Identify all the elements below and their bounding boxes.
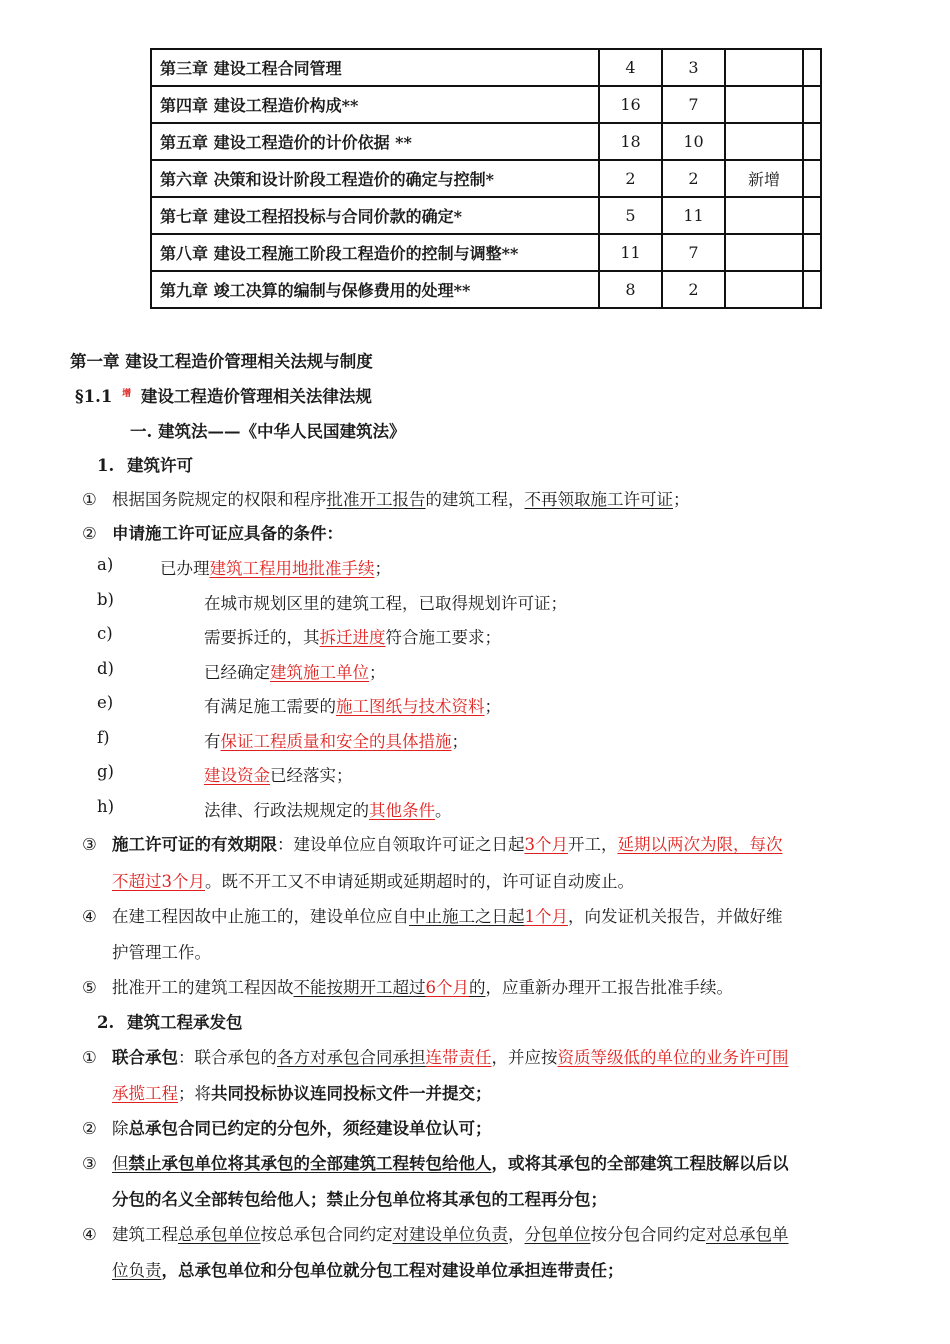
bold-text: ，总承包单位和分包单位就分包工程对建设单位承担连带责任；	[161, 1261, 624, 1280]
bullet: ②	[82, 524, 97, 543]
chapter-title-cell: 第九章 竣工决算的编制与保修费用的处理**	[151, 271, 599, 308]
condition-label: a)	[97, 555, 114, 574]
empty-cell	[803, 160, 821, 197]
table-row	[151, 123, 821, 160]
text: 需要拆迁的，其	[204, 628, 320, 647]
condition-label: f)	[97, 728, 110, 747]
underlined-text: 中止施工之日起	[409, 907, 525, 926]
section-title: 建设工程造价管理相关法律法规	[140, 387, 372, 406]
text: 的建筑工程，	[425, 490, 525, 509]
underlined-text: 但	[112, 1154, 129, 1173]
bold-text: 联合承包	[112, 1048, 178, 1067]
underlined-text: 对总承包单	[706, 1225, 789, 1244]
condition-label: g)	[97, 762, 114, 781]
count-cell: 3	[662, 49, 725, 86]
bullet: ③	[82, 835, 97, 854]
note-cell: 新增	[725, 160, 803, 197]
chapter-title-cell: 第三章 建设工程合同管理	[151, 49, 599, 86]
condition-label: e)	[97, 693, 114, 712]
condition-label: h)	[97, 797, 115, 816]
text: 。既不开工又不申请延期或延期超时的，许可证自动废止。	[205, 872, 634, 891]
bold-text: ，或将其承包的全部建筑工程肢解以后以	[491, 1154, 789, 1173]
condition-text	[204, 590, 567, 614]
bullet: ③	[82, 1154, 97, 1173]
text: 在城市规划区里的建筑工程，已取得规划许可证；	[204, 594, 567, 613]
text: ；	[484, 697, 501, 716]
text: 有满足施工需要的	[204, 697, 336, 716]
count-cell: 7	[662, 234, 725, 271]
text: 法律、行政法规规定的	[204, 801, 369, 820]
condition-label: d)	[97, 659, 114, 678]
red-text: 建设资金	[204, 766, 270, 785]
underlined-text: 不再领取施工许可证	[524, 490, 673, 509]
count-cell: 11	[599, 234, 662, 271]
note-cell	[725, 123, 803, 160]
bold-text: 总承包合同已约定的分包外，须经建设单位认可；	[128, 1119, 492, 1138]
para-2	[82, 520, 343, 544]
condition-label: c)	[97, 624, 113, 643]
red-text: 建筑施工单位	[270, 663, 369, 682]
count-cell: 7	[662, 86, 725, 123]
underlined-text: 分包单位	[524, 1225, 591, 1244]
table-row	[151, 234, 821, 271]
chapter-heading: 第一章 建设工程造价管理相关法规与制度	[70, 352, 373, 371]
count-cell: 18	[599, 123, 662, 160]
item-2	[82, 1115, 492, 1139]
item-1-line-2	[112, 1080, 492, 1104]
part-heading: 一. 建筑法——《中华人民国建筑法》	[130, 422, 406, 441]
red-text: 延期以两次为限，每次	[617, 835, 783, 854]
count-cell: 5	[599, 197, 662, 234]
condition-text	[204, 762, 353, 786]
condition-text	[160, 555, 391, 579]
text: 有	[204, 732, 221, 751]
underlined-text: 位负责	[112, 1261, 162, 1280]
text: ，	[508, 1225, 525, 1244]
red-text: 资质等级低的单位的业务许可围	[557, 1048, 789, 1067]
note-cell	[725, 49, 803, 86]
text: 开工，	[568, 835, 618, 854]
new-mark: 增	[122, 389, 132, 399]
text: ，向发证机关报告，并做好维	[568, 907, 783, 926]
subsection-number: 2.	[97, 1013, 115, 1032]
count-cell: 4	[599, 49, 662, 86]
condition-text	[204, 728, 468, 752]
text: ；	[451, 732, 468, 751]
para-4-line-2: 护管理工作。	[112, 943, 211, 962]
red-text: 6个月	[425, 978, 469, 997]
count-cell: 2	[599, 160, 662, 197]
chapter-title-cell: 第六章 决策和设计阶段工程造价的确定与控制*	[151, 160, 599, 197]
underlined-text: 的	[469, 978, 486, 997]
note-cell	[725, 234, 803, 271]
para-5	[82, 974, 733, 998]
text: ，应重新办理开工报告批准手续。	[485, 978, 733, 997]
section-heading	[75, 383, 372, 407]
note-cell	[725, 86, 803, 123]
red-text: 连带责任	[425, 1048, 492, 1067]
empty-cell	[803, 49, 821, 86]
text: 在建工程因故中止施工的，建设单位应自	[112, 907, 409, 926]
empty-cell	[803, 197, 821, 234]
text: ；	[374, 559, 391, 578]
subsection-title: 建筑工程承发包	[127, 1013, 243, 1032]
text: 符合施工要求；	[385, 628, 501, 647]
bold-text: 申请施工许可证应具备的条件：	[112, 524, 343, 543]
empty-cell	[803, 123, 821, 160]
note-cell	[725, 271, 803, 308]
underlined-text: 各方对承包合同承担	[277, 1048, 426, 1067]
para-1	[82, 486, 690, 510]
text: 已办理	[160, 559, 210, 578]
text: ：联合承包的	[178, 1048, 277, 1067]
count-cell: 11	[662, 197, 725, 234]
para-4-line-1	[82, 903, 783, 927]
item-3-line-2: 分包的名义全部转包给他人；禁止分包单位将其承包的工程再分包；	[112, 1190, 607, 1209]
text: 已经确定	[204, 663, 270, 682]
red-text: 建筑工程用地批准手续	[209, 559, 375, 578]
chapter-title-cell: 第七章 建设工程招投标与合同价款的确定*	[151, 197, 599, 234]
text: ，并应按	[491, 1048, 558, 1067]
item-4-line-2	[112, 1257, 624, 1281]
subsection-title: 建筑许可	[127, 456, 193, 475]
condition-label: b)	[97, 590, 114, 609]
para-3-line-1	[82, 831, 783, 855]
text: 批准开工的建筑工程因故	[112, 978, 294, 997]
subsection-number: 1.	[97, 456, 115, 475]
text: 。	[435, 801, 452, 820]
bold-underlined-text: 禁止承包单位将其承包的全部建筑工程转包给他人	[128, 1154, 492, 1173]
underlined-text: 对建设单位负责	[392, 1225, 508, 1244]
red-text: 1个月	[524, 907, 568, 926]
text: ；	[673, 490, 690, 509]
table-row	[151, 86, 821, 123]
chapter-title-cell: 第八章 建设工程施工阶段工程造价的控制与调整**	[151, 234, 599, 271]
bullet: ②	[82, 1119, 97, 1138]
table-row	[151, 49, 821, 86]
table-row	[151, 160, 821, 197]
condition-text	[204, 693, 501, 717]
subsection-heading	[97, 452, 193, 476]
condition-text	[204, 797, 452, 821]
text: 根据国务院规定的权限和程序	[112, 490, 327, 509]
underlined-text: 总承包单位	[178, 1225, 261, 1244]
count-cell: 2	[662, 160, 725, 197]
chapter-table	[150, 48, 822, 309]
item-4-line-1	[82, 1221, 789, 1245]
count-cell: 2	[662, 271, 725, 308]
count-cell: 8	[599, 271, 662, 308]
bullet: ⑤	[82, 978, 97, 997]
text: ：建设单位应自领取许可证之日起	[277, 835, 525, 854]
bold-text: 施工许可证的有效期限	[112, 835, 277, 854]
empty-cell	[803, 271, 821, 308]
text: ；	[369, 663, 386, 682]
underlined-text: 不能按期开工超过	[293, 978, 426, 997]
empty-cell	[803, 86, 821, 123]
chapter-title-cell: 第四章 建设工程造价构成**	[151, 86, 599, 123]
item-1-line-1	[82, 1044, 789, 1068]
count-cell: 16	[599, 86, 662, 123]
bullet: ④	[82, 1225, 97, 1244]
condition-text	[204, 624, 501, 648]
text: 按分包合同约定	[590, 1225, 706, 1244]
bullet: ④	[82, 907, 97, 926]
red-text: 保证工程质量和安全的具体措施	[220, 732, 452, 751]
bullet: ①	[82, 1048, 97, 1067]
text: 除	[112, 1119, 129, 1138]
chapter-title-cell: 第五章 建设工程造价的计价依据 **	[151, 123, 599, 160]
subsection-heading-2	[97, 1009, 243, 1033]
red-text: 不超过3个月	[112, 872, 205, 891]
text: 按总承包合同约定	[260, 1225, 393, 1244]
red-text: 其他条件	[369, 801, 435, 820]
red-text: 拆迁进度	[319, 628, 386, 647]
red-text: 施工图纸与技术资料	[336, 697, 485, 716]
note-cell	[725, 197, 803, 234]
bold-text: 共同投标协议连同投标文件一并提交；	[211, 1084, 492, 1103]
para-3-line-2	[112, 868, 634, 892]
empty-cell	[803, 234, 821, 271]
red-text: 3个月	[524, 835, 568, 854]
table-row	[151, 271, 821, 308]
condition-text	[204, 659, 386, 683]
section-number: §1.1	[75, 387, 113, 406]
text: 已经落实；	[270, 766, 353, 785]
bullet: ①	[82, 490, 97, 509]
red-text: 承揽工程	[112, 1084, 178, 1103]
item-3-line-1	[82, 1150, 789, 1174]
text: 建筑工程	[112, 1225, 178, 1244]
count-cell: 10	[662, 123, 725, 160]
table-row	[151, 197, 821, 234]
text: ；将	[178, 1084, 211, 1103]
underlined-text: 批准开工报告	[326, 490, 426, 509]
